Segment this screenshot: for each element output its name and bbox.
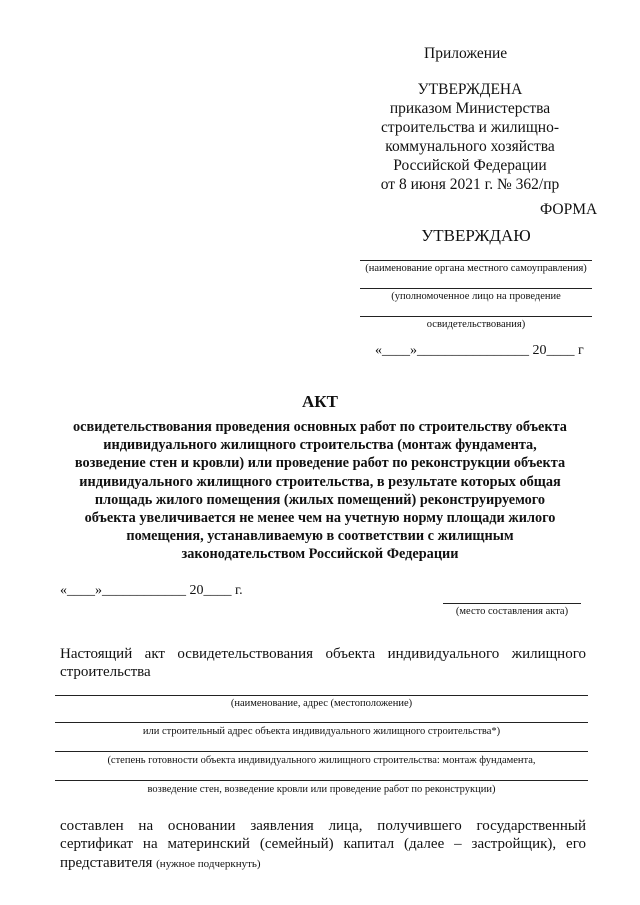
authorized-person-caption-cont: освидетельствования): [426, 319, 526, 330]
place-caption: (место составления акта): [455, 606, 569, 617]
place-line: [443, 603, 581, 604]
appendix-label: Приложение: [424, 45, 508, 62]
signature-line: [360, 316, 592, 317]
fill-line: [55, 751, 588, 752]
authority-caption: (наименование органа местного самоуправления): [365, 263, 587, 274]
intro-text-line-2: строительства: [60, 664, 151, 680]
approved-order-date: от 8 июня 2021 г. № 362/пр: [380, 176, 560, 193]
act-subtitle-line: освидетельствования проведения основных работ по строительству объекта: [73, 419, 567, 435]
act-subtitle-line: индивидуального жилищного строительства, в результате которых общая: [79, 473, 561, 490]
approved-title: УТВЕРЖДЕНА: [417, 81, 523, 98]
approved-line: приказом Министерства: [389, 100, 551, 117]
act-subtitle-line: законодательством Российской Федерации: [181, 546, 459, 563]
object-name-caption: (наименование, адрес (местоположение): [230, 698, 413, 709]
approved-line: Российской Федерации: [393, 157, 547, 174]
approved-line: строительства и жилищно-: [381, 119, 559, 136]
approved-line: коммунального хозяйства: [385, 138, 555, 155]
readiness-caption: (степень готовности объекта индивидуального жилищного строительства: монтаж фундамента,: [107, 755, 536, 766]
signature-line: [360, 288, 592, 289]
signature-line: [360, 260, 592, 261]
act-subtitle-line: помещения, устанавливаемую в соответствии с жилищным: [126, 528, 514, 545]
act-subtitle-line: объекта увеличивается не менее чем на учетную норму площади жилого: [84, 510, 556, 527]
object-address-caption: или строительный адрес объекта индивидуального жилищного строительства*): [142, 726, 501, 737]
approval-date-line: «____»________________ 20____ г: [375, 343, 584, 358]
closing-text-line-2: сертификат на материнский (семейный) капитал (далее – застройщик), его: [60, 836, 586, 852]
act-date-line: «____»____________ 20____ г.: [60, 583, 243, 598]
closing-text-line-3: [60, 855, 261, 872]
underline-note: (нужное подчеркнуть): [156, 858, 261, 870]
readiness-caption-cont: возведение стен, возведение кровли или проведение работ по реконструкции): [147, 784, 496, 795]
intro-text-line-1: Настоящий акт освидетельствования объекта индивидуального жилищного: [60, 646, 586, 662]
act-subtitle-line: площадь жилого помещения (жилых помещений) реконструируемого: [94, 491, 546, 508]
fill-line: [55, 695, 588, 696]
fill-line: [55, 780, 588, 781]
authorized-person-caption: (уполномоченное лицо на проведение: [391, 291, 561, 302]
fill-line: [55, 722, 588, 723]
representative-label: представителя: [60, 855, 153, 871]
act-title: АКТ: [302, 392, 338, 411]
closing-text-line-1: составлен на основании заявления лица, получившего государственный: [60, 818, 586, 834]
approve-title: УТВЕРЖДАЮ: [421, 226, 531, 245]
act-subtitle-line: возведение стен и кровли) или проведение работ по реконструкции объекта: [74, 455, 566, 472]
form-label: ФОРМА: [540, 201, 598, 218]
act-subtitle: [40, 418, 600, 564]
act-subtitle-line: индивидуального жилищного строительства (монтаж фундамента,: [103, 437, 537, 454]
